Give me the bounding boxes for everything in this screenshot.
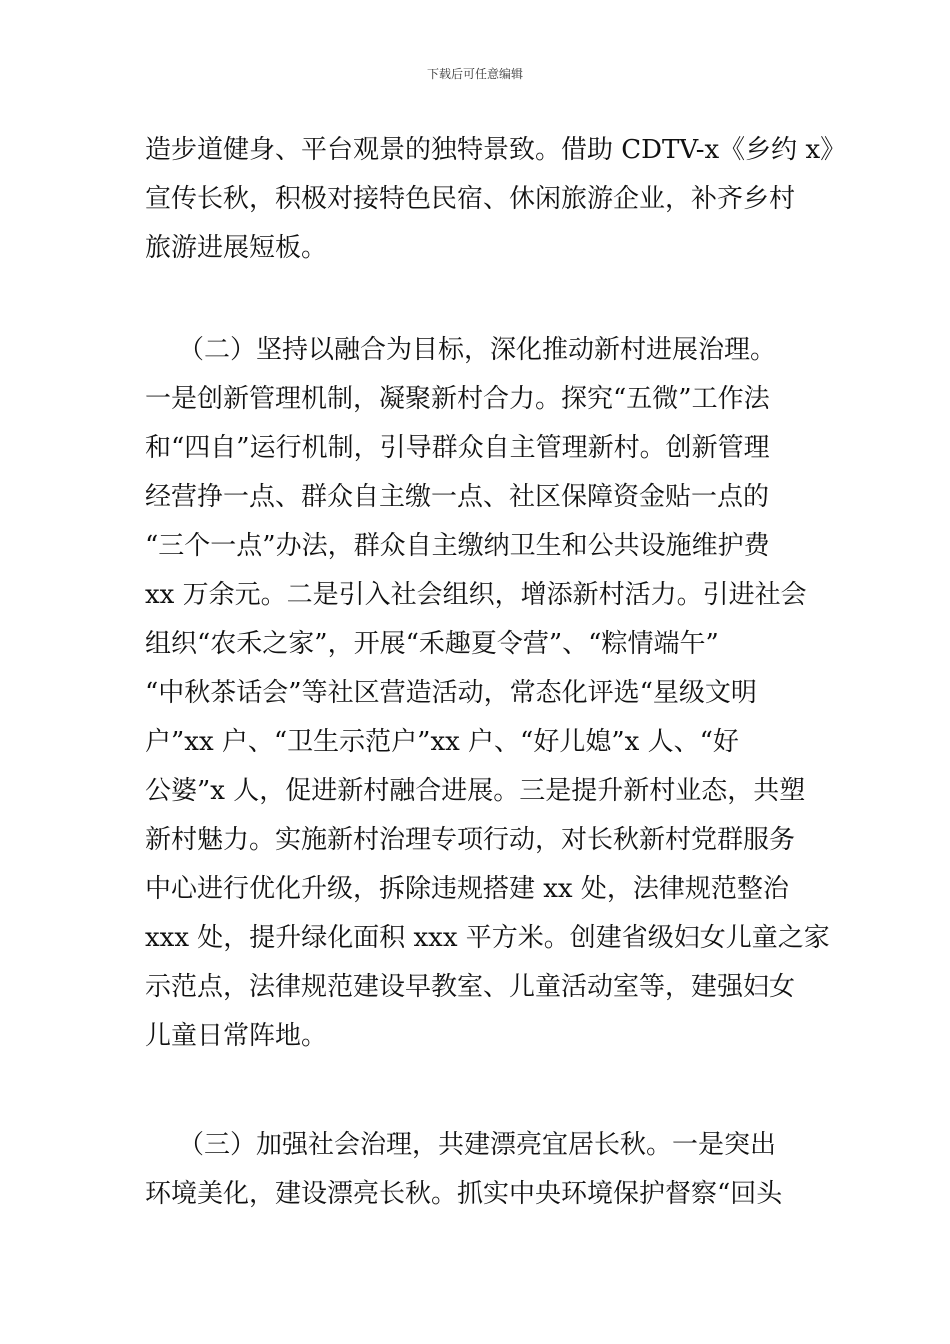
text-line: （三）加强社会治理，共建漂亮宜居长秋。一是突出 xyxy=(145,1130,777,1160)
text-line: 宣传长秋，积极对接特色民宿、休闲旅游企业，补齐乡村 xyxy=(145,184,796,214)
page-header: 下载后可任意编辑 xyxy=(426,67,523,81)
text-line: 一是创新管理机制，凝聚新村合力。探究“五微”工作法 xyxy=(145,384,770,414)
text-line: 中心进行优化升级，拆除违规搭建 xx 处，法律规范整治 xyxy=(145,874,789,904)
text-line: （二）坚持以融合为目标，深化推动新村进展治理。 xyxy=(145,335,777,365)
paragraph-1 xyxy=(145,126,847,273)
text-line: 和“四自”运行机制，引导群众自主管理新村。创新管理 xyxy=(145,433,770,463)
text-line: 示范点，法律规范建设早教室、儿童活动室等，建强妇女 xyxy=(145,972,796,1002)
paragraph-2 xyxy=(145,326,830,1061)
text-line: “中秋茶话会”等社区营造活动，常态化评选“星级文明 xyxy=(145,678,757,708)
text-line: 户”xx 户、“卫生示范户”xx 户、“好儿媳”x 人、“好 xyxy=(145,727,739,757)
text-line: 新村魅力。实施新村治理专项行动，对长秋新村党群服务 xyxy=(145,825,796,855)
text-line: 造步道健身、平台观景的独特景致。借助 CDTV-x《乡约 x》 xyxy=(145,135,847,165)
text-line: xxx 处，提升绿化面积 xxx 平方米。创建省级妇女儿童之家 xyxy=(145,923,830,953)
text-line: xx 万余元。二是引入社会组织，增添新村活力。引进社会 xyxy=(145,580,807,610)
text-line: 组织“农禾之家”，开展“禾趣夏令营”、“粽情端午” xyxy=(145,629,719,659)
paragraph-3 xyxy=(145,1121,810,1219)
text-line: 经营挣一点、群众自主缴一点、社区保障资金贴一点的 xyxy=(145,482,770,512)
text-line: 旅游进展短板。 xyxy=(145,233,328,263)
text-line: 公婆”x 人，促进新村融合进展。三是提升新村业态，共塑 xyxy=(145,776,806,806)
text-line: 环境美化，建设漂亮长秋。抓实中央环境保护督察“回头 xyxy=(145,1179,783,1209)
text-line: “三个一点”办法，群众自主缴纳卫生和公共设施维护费 xyxy=(145,531,770,561)
text-line: 儿童日常阵地。 xyxy=(145,1021,328,1051)
